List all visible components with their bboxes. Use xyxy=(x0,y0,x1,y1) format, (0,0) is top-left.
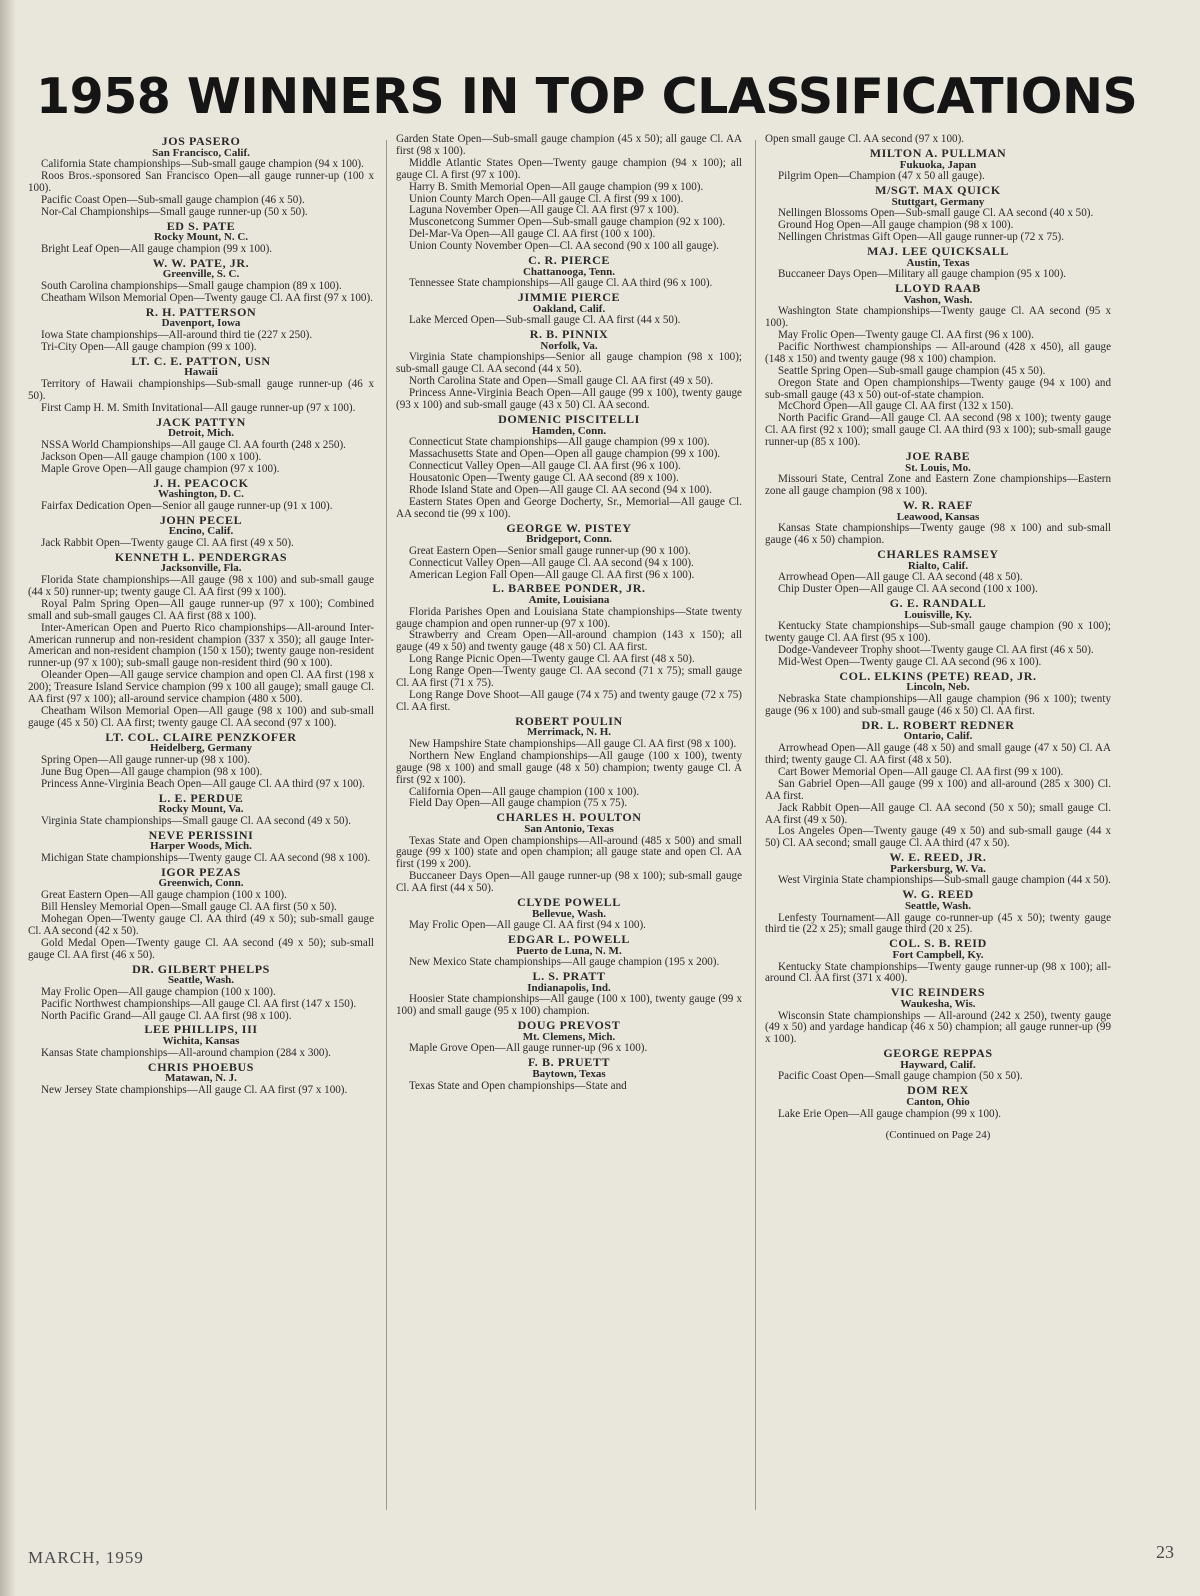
page-number: 23 xyxy=(1156,1542,1174,1562)
winner-name: EDGAR L. POWELL xyxy=(507,932,630,947)
winner-heading xyxy=(765,185,1111,208)
winner-heading xyxy=(396,1020,742,1043)
winner-heading xyxy=(396,255,742,278)
winner-record: New Hampshire State championships—All gauge Cl. AA first (98 x 100). xyxy=(409,737,737,750)
issue-date: MARCH, 1959 xyxy=(28,1548,144,1567)
winner-name: NEVE PERISSINI xyxy=(148,827,254,842)
winner-name: W. G. REED xyxy=(902,887,974,902)
column-1 xyxy=(28,134,374,1534)
winner-record: Pacific Coast Open—Sub-small gauge champion (46 x 50). xyxy=(41,193,305,206)
winner-location: Seattle, Wash. xyxy=(167,974,235,987)
winner-heading xyxy=(765,549,1111,572)
winner-record: Musconetcong Summer Open—Sub-small gauge champion (92 x 100). xyxy=(409,216,726,229)
winner-record: Eastern States Open and George Docherty, Sr., Memorial—All gauge Cl. AA second tie (99 x 100). xyxy=(396,495,742,520)
winner-entry xyxy=(28,1024,374,1059)
winner-location: Stuttgart, Germany xyxy=(891,195,985,208)
winner-record: Tennessee State championships—All gauge Cl. AA third (96 x 100). xyxy=(409,277,713,290)
winner-location: Davenport, Iowa xyxy=(161,317,241,330)
winner-name: LEE PHILLIPS, III xyxy=(144,1022,258,1037)
winner-entry xyxy=(28,304,374,354)
winner-name: ROBERT POULIN xyxy=(515,713,623,728)
winner-record: South Carolina championships—Small gauge champion (89 x 100). xyxy=(41,280,342,292)
winner-entry xyxy=(765,243,1111,281)
winner-heading xyxy=(396,971,742,994)
winner-entry xyxy=(765,717,1111,850)
winner-heading xyxy=(28,549,374,575)
winner-location: Lincoln, Neb. xyxy=(906,681,970,694)
winner-entry xyxy=(765,451,1111,498)
winner-entry xyxy=(396,255,742,290)
winner-entry xyxy=(28,136,374,219)
winner-heading xyxy=(28,414,374,440)
winner-entry xyxy=(28,1059,374,1097)
winner-location: Louisville, Ky. xyxy=(904,608,972,621)
winner-heading xyxy=(28,827,374,853)
winner-record: Massachusetts State and Open—Open all gauge champion (99 x 100). xyxy=(409,448,721,461)
winner-record: Mid-West Open—Twenty gauge Cl. AA second (96 x 100). xyxy=(778,655,1042,668)
winner-record: Kentucky State championships—Sub-small gauge champion (90 x 100); twenty gauge Cl. AA first (95 x 100). xyxy=(765,620,1111,645)
winner-location: Matawan, N. J. xyxy=(165,1072,237,1085)
winner-name: CHARLES RAMSEY xyxy=(877,547,999,562)
winner-record: Northern New England championships—All gauge (100 x 100), twenty gauge (98 x 100) and small gauge (48 x 50) champion; twenty gauge Cl. A first (92 x 100). xyxy=(396,749,742,786)
winner-record: Los Angeles Open—Twenty gauge (49 x 50) and sub-small gauge (44 x 50) Cl. AA second; small gauge Cl. AA third (47 x 50). xyxy=(765,825,1111,850)
winner-record: Connecticut State championships—All gauge champion (99 x 100). xyxy=(409,436,710,449)
winner-record: Missouri State, Central Zone and Eastern Zone championships—Eastern zone all gauge champion (98 x 100). xyxy=(765,473,1111,498)
winner-record: Connecticut Valley Open—All gauge Cl. AA first (96 x 100). xyxy=(409,459,681,472)
winner-entry xyxy=(765,1085,1111,1120)
winner-record: Pacific Northwest championships—All gauge Cl. AA first (147 x 150). xyxy=(41,997,357,1010)
winner-entry xyxy=(28,414,374,476)
winner-record: Hoosier State championships—All gauge (100 x 100), twenty gauge (99 x 100) and small gauge (95 x 100) champion. xyxy=(396,993,742,1018)
winner-entry xyxy=(28,512,374,550)
winner-record: Washington State championships—Twenty gauge Cl. AA second (95 x 100). xyxy=(765,305,1111,330)
continued-record: Open small gauge Cl. AA second (97 x 100). xyxy=(765,134,965,145)
winner-entry xyxy=(765,852,1111,887)
winner-heading xyxy=(396,897,742,920)
winner-record: McChord Open—All gauge Cl. AA first (132 x 150). xyxy=(778,400,1014,413)
winner-record: Cheatham Wilson Memorial Open—All gauge (98 x 100) and sub-small gauge (45 x 50) Cl. AA first; twenty gauge Cl. AA second (97 x 100). xyxy=(28,704,374,729)
winner-record: Mohegan Open—Twenty gauge Cl. AA third (49 x 50); sub-small gauge Cl. AA second (42 x 50). xyxy=(28,912,374,937)
winner-location: Austin, Texas xyxy=(906,256,970,269)
winner-entry xyxy=(765,889,1111,936)
winner-heading xyxy=(28,961,374,987)
winner-record: May Frolic Open—Twenty gauge Cl. AA first (96 x 100). xyxy=(778,329,1034,341)
winner-name: DR. GILBERT PHELPS xyxy=(132,961,270,976)
winner-record: Michigan State championships—Twenty gauge Cl. AA second (98 x 100). xyxy=(41,851,371,864)
winner-entry xyxy=(396,713,742,811)
winner-record: Nellingen Blossoms Open—Sub-small gauge Cl. AA second (40 x 50). xyxy=(778,207,1094,220)
winner-location: St. Louis, Mo. xyxy=(905,461,971,474)
winner-name: W. W. PATE, JR. xyxy=(152,255,250,270)
winner-entry xyxy=(765,938,1111,985)
winner-heading xyxy=(396,583,742,606)
winner-location: Norfolk, Va. xyxy=(540,339,598,352)
winner-record: Laguna November Open—All gauge Cl. AA first (97 x 100). xyxy=(409,204,680,217)
winner-record: Oleander Open—All gauge service champion and open Cl. AA first (198 x 200); Treasure Island Service champion (99 x 100 all gauge); small gauge Cl. AA first (97 x 100); all-around service champion (480 x 500). xyxy=(28,669,374,706)
winner-location: Hayward, Calif. xyxy=(900,1058,976,1071)
winner-heading xyxy=(28,512,374,538)
winner-heading xyxy=(28,353,374,379)
winner-name: R. B. PINNIX xyxy=(529,327,609,342)
winner-record: Ground Hog Open—All gauge champion (98 x 100). xyxy=(778,219,1014,232)
winner-location: San Francisco, Calif. xyxy=(152,146,250,159)
winner-entry xyxy=(28,961,374,1023)
winner-record: Florida Parishes Open and Louisiana State championships—State twenty gauge champion and open runner-up (97 x 100). xyxy=(396,605,742,630)
winner-entry xyxy=(765,500,1111,547)
winner-record: May Frolic Open—All gauge champion (100 x 100). xyxy=(41,985,276,998)
winner-record: New Jersey State championships—All gauge Cl. AA first (97 x 100). xyxy=(41,1083,348,1096)
winner-location: Canton, Ohio xyxy=(906,1095,970,1108)
winner-record: Maple Grove Open—All gauge champion (97 x 100). xyxy=(41,462,280,475)
winner-record: Great Eastern Open—Senior small gauge runner-up (90 x 100). xyxy=(409,544,691,557)
winner-heading xyxy=(396,934,742,957)
winner-record: Tri-City Open—All gauge champion (99 x 100). xyxy=(41,340,257,353)
winner-entry xyxy=(28,790,374,828)
winner-record: Oregon State and Open championships—Twenty gauge (94 x 100) and sub-small gauge (43 x 50) out-of-state champion. xyxy=(765,376,1111,401)
winner-name: JOE RABE xyxy=(905,449,971,464)
winner-entry xyxy=(765,283,1111,449)
winner-heading xyxy=(765,668,1111,694)
winner-record: NSSA World Championships—All gauge Cl. AA fourth (248 x 250). xyxy=(41,438,346,451)
winner-record: Bill Hensley Memorial Open—Small gauge Cl. AA first (50 x 50). xyxy=(41,900,337,913)
winner-record: New Mexico State championships—All gauge champion (195 x 200). xyxy=(409,956,720,969)
winner-record: California Open—All gauge champion (100 x 100). xyxy=(409,785,640,798)
winner-heading xyxy=(28,1059,374,1085)
winner-heading xyxy=(765,243,1111,269)
winner-location: Seattle, Wash. xyxy=(904,899,972,912)
winner-heading xyxy=(28,136,374,159)
winner-heading xyxy=(28,218,374,244)
winner-record: Texas State and Open championships—All-around (485 x 500) and small gauge (99 x 100) state and open champion; all gauge state and open Cl. AA first (199 x 200). xyxy=(396,834,742,871)
winner-heading xyxy=(765,889,1111,912)
winner-record: American Legion Fall Open—All gauge Cl. AA first (96 x 100). xyxy=(409,568,695,581)
winner-name: DOUG PREVOST xyxy=(517,1018,621,1033)
winner-record: Fairfax Dedication Open—Senior all gauge runner-up (91 x 100). xyxy=(41,499,333,512)
winner-record: Roos Bros.-sponsored San Francisco Open—all gauge runner-up (100 x 100). xyxy=(28,170,374,194)
winner-location: Baytown, Texas xyxy=(532,1067,606,1080)
winner-record: Rhode Island State and Open—All gauge Cl. AA second (94 x 100). xyxy=(409,483,712,496)
winner-record: Kentucky State championships—Twenty gauge runner-up (98 x 100); all-around Cl. AA first (371 x 400). xyxy=(765,960,1111,985)
winner-name: R. H. PATTERSON xyxy=(145,304,257,319)
winner-location: Rialto, Calif. xyxy=(907,559,969,572)
winner-record: June Bug Open—All gauge champion (98 x 100). xyxy=(41,765,263,778)
winner-location: Waukesha, Wis. xyxy=(900,997,976,1010)
winner-record: Field Day Open—All gauge champion (75 x 75). xyxy=(409,797,628,810)
winner-heading xyxy=(765,598,1111,621)
winner-entry xyxy=(765,549,1111,596)
winner-record: California State championships—Sub-small gauge champion (94 x 100). xyxy=(41,158,364,171)
winner-name: GEORGE REPPAS xyxy=(883,1046,993,1061)
winner-name: GEORGE W. PISTEY xyxy=(506,520,632,535)
winner-heading xyxy=(396,329,742,352)
winner-record: Jack Rabbit Open—Twenty gauge Cl. AA first (49 x 50). xyxy=(41,536,294,549)
winner-heading xyxy=(765,852,1111,875)
winner-location: Harper Woods, Mich. xyxy=(150,840,252,853)
winner-entry xyxy=(28,255,374,305)
winner-entry xyxy=(396,292,742,327)
winner-name: DR. L. ROBERT REDNER xyxy=(861,717,1015,732)
winner-location: Vashon, Wash. xyxy=(903,293,973,306)
winner-entry xyxy=(28,864,374,962)
winner-heading xyxy=(396,1057,742,1080)
winner-record: Dodge-Vandeveer Trophy shoot—Twenty gauge Cl. AA first (46 x 50). xyxy=(778,644,1094,657)
winner-name: JOHN PECEL xyxy=(159,512,243,527)
winner-entry xyxy=(28,827,374,865)
winner-heading xyxy=(396,812,742,835)
winner-entry xyxy=(28,549,374,730)
winner-location: Encino, Calif. xyxy=(168,525,234,538)
winner-record: Bright Leaf Open—All gauge champion (99 x 100). xyxy=(41,242,273,255)
winner-record: North Pacific Grand—All gauge Cl. AA first (98 x 100). xyxy=(41,1009,292,1022)
winner-record: May Frolic Open—All gauge Cl. AA first (94 x 100). xyxy=(409,919,646,932)
winner-heading xyxy=(765,1048,1111,1071)
winner-record: Buccaneer Days Open—Military all gauge champion (95 x 100). xyxy=(778,268,1067,281)
winner-location: Indianapolis, Ind. xyxy=(527,981,611,994)
winner-entry xyxy=(28,353,374,415)
winner-name: CHRIS PHOEBUS xyxy=(147,1059,255,1074)
winner-heading xyxy=(396,411,742,437)
winner-record: Territory of Hawaii championships—Sub-small gauge runner-up (46 x 50). xyxy=(28,378,374,402)
winner-heading xyxy=(765,938,1111,961)
winner-name: C. R. PIERCE xyxy=(528,253,610,268)
winner-record: Nor-Cal Championships—Small gauge runner-up (50 x 50). xyxy=(41,205,308,218)
winner-heading xyxy=(28,1024,374,1047)
column-divider xyxy=(386,140,387,1510)
winner-heading xyxy=(765,451,1111,474)
winner-record: Arrowhead Open—All gauge Cl. AA second (48 x 50). xyxy=(778,571,1023,584)
winner-heading xyxy=(765,987,1111,1010)
winner-entry xyxy=(28,729,374,791)
continued-note: (Continued on Page 24) xyxy=(885,1129,991,1142)
winner-entry xyxy=(396,812,742,895)
winner-heading xyxy=(28,864,374,890)
winner-name: W. E. REED, JR. xyxy=(889,850,987,865)
winner-record: Housatonic Open—Twenty gauge Cl. AA second (89 x 100). xyxy=(409,471,679,484)
winner-record: Pacific Northwest championships — All-around (428 x 450), all gauge (148 x 150) and twenty gauge (98 x 100) champion. xyxy=(765,340,1111,365)
winner-location: Jacksonville, Fla. xyxy=(160,562,242,575)
winner-name: MAJ. LEE QUICKSALL xyxy=(867,243,1009,258)
winner-record: Jack Rabbit Open—All gauge Cl. AA second (50 x 50); small gauge Cl. AA first (49 x 50). xyxy=(765,801,1111,826)
winner-name: DOM REX xyxy=(907,1083,969,1098)
winner-record: Texas State and Open championships—State and xyxy=(409,1079,627,1092)
winner-name: KENNETH L. PENDERGRAS xyxy=(114,549,288,564)
winner-name: CLYDE POWELL xyxy=(517,895,621,910)
winner-entry xyxy=(396,411,742,521)
winner-record: Iowa State championships—All-around third tie (227 x 250). xyxy=(41,329,313,341)
winner-heading xyxy=(765,717,1111,743)
winner-entry xyxy=(765,668,1111,718)
winner-record: Cheatham Wilson Memorial Open—Twenty gauge Cl. AA first (97 x 100). xyxy=(41,291,373,304)
winner-location: Fort Campbell, Ky. xyxy=(892,948,984,961)
column-divider xyxy=(755,140,756,1510)
winner-entry xyxy=(396,971,742,1018)
winner-record: Seattle Spring Open—Sub-small gauge champion (45 x 50). xyxy=(778,364,1046,377)
winner-record: Princess Anne-Virginia Beach Open—All gauge (99 x 100), twenty gauge (93 x 100) and sub-small gauge (43 x 50) Cl. AA second. xyxy=(396,387,742,412)
winner-location: Ontario, Calif. xyxy=(903,730,973,743)
winner-name: LT. COL. CLAIRE PENZKOFER xyxy=(105,729,297,744)
winner-location: Fukuoka, Japan xyxy=(899,158,977,171)
winner-record: Middle Atlantic States Open—Twenty gauge champion (94 x 100); all gauge Cl. A first (97 x 100). xyxy=(396,156,742,181)
winner-entry xyxy=(765,145,1111,183)
winner-entry xyxy=(396,1057,742,1092)
winner-name: LLOYD RAAB xyxy=(895,281,981,295)
winner-location: Merrimack, N. H. xyxy=(527,726,611,739)
column-2 xyxy=(396,134,742,1534)
winner-name: F. B. PRUETT xyxy=(527,1055,611,1070)
winner-record: Cart Bower Memorial Open—All gauge Cl. AA first (99 x 100). xyxy=(778,765,1064,778)
continued-record: Garden State Open—Sub-small gauge champion (45 x 50); all gauge Cl. AA first (98 x 100). xyxy=(396,134,742,157)
winner-name: L. S. PRATT xyxy=(532,969,606,984)
winner-heading xyxy=(28,729,374,755)
winner-name: L. E. PERDUE xyxy=(158,790,244,805)
article-columns xyxy=(28,134,1188,1534)
winner-entry xyxy=(396,583,742,713)
winner-entry xyxy=(396,329,742,412)
winner-name: VIC REINDERS xyxy=(890,985,986,1000)
winner-heading xyxy=(765,1085,1111,1108)
winner-name: ED S. PATE xyxy=(166,218,236,233)
winner-name: COL. S. B. REID xyxy=(889,936,987,951)
winner-name: W. R. RAEF xyxy=(902,498,974,513)
winner-record: Arrowhead Open—All gauge (48 x 50) and small gauge (47 x 50) Cl. AA third; twenty gauge Cl. AA first (48 x 50). xyxy=(765,742,1111,766)
winner-heading xyxy=(765,283,1111,306)
winner-heading xyxy=(28,475,374,501)
winner-record: West Virginia State championships—Sub-small gauge champion (44 x 50). xyxy=(778,874,1111,887)
winner-record: Chip Duster Open—All gauge Cl. AA second (100 x 100). xyxy=(778,583,1038,596)
winner-record: First Camp H. M. Smith Invitational—All gauge runner-up (97 x 100). xyxy=(41,401,356,414)
winner-location: Hamden, Conn. xyxy=(531,424,607,437)
winner-record: Harry B. Smith Memorial Open—All gauge champion (99 x 100). xyxy=(409,180,704,193)
winner-name: DOMENIC PISCITELLI xyxy=(498,411,640,426)
winner-location: Detroit, Mich. xyxy=(167,427,235,440)
winner-location: Puerto de Luna, N. M. xyxy=(516,944,622,957)
winner-record: Pilgrim Open—Champion (47 x 50 all gauge). xyxy=(778,170,985,183)
winner-name: JOS PASERO xyxy=(161,134,241,148)
winner-location: Mt. Clemens, Mich. xyxy=(522,1030,616,1043)
winner-name: M/SGT. MAX QUICK xyxy=(875,183,1001,197)
winner-name: CHARLES H. POULTON xyxy=(496,810,642,825)
winner-record: Buccaneer Days Open—All gauge runner-up (98 x 100); sub-small gauge Cl. AA first (44 x 50). xyxy=(396,870,742,895)
winner-record: Nebraska State championships—All gauge champion (96 x 100); twenty gauge (96 x 100) and sub-small gauge (46 x 50) Cl. AA first. xyxy=(765,693,1111,717)
winner-name: MILTON A. PULLMAN xyxy=(869,145,1007,160)
winner-location: Greenwich, Conn. xyxy=(158,877,244,890)
winner-record: Union County November Open—Cl. AA second (90 x 100 all gauge). xyxy=(409,240,719,253)
winner-record: Kansas State championships—All-around champion (284 x 300). xyxy=(41,1046,331,1059)
winner-location: Parkersburg, W. Va. xyxy=(890,862,986,875)
winner-record: Pacific Coast Open—Small gauge champion (50 x 50). xyxy=(778,1070,1023,1083)
winner-name: J. H. PEACOCK xyxy=(153,475,249,490)
winner-entry xyxy=(396,1020,742,1055)
winner-record: Florida State championships—All gauge (98 x 100) and sub-small gauge (44 x 50) runner-up; twenty gauge Cl. AA first (99 x 100). xyxy=(28,574,374,598)
winner-entry xyxy=(28,218,374,256)
winner-record: Lenfesty Tournament—All gauge co-runner-up (45 x 50); twenty gauge third tie (22 x 25); small gauge third (20 x 25). xyxy=(765,911,1111,936)
winner-record: North Pacific Grand—All gauge Cl. AA second (98 x 100); twenty gauge Cl. AA first (92 x 100); small gauge Cl. AA third (93 x 100); sub-small gauge runner-up (85 x 100). xyxy=(765,412,1111,449)
winner-entry xyxy=(28,475,374,513)
winner-record: Long Range Picnic Open—Twenty gauge Cl. AA first (48 x 50). xyxy=(409,653,695,666)
winner-location: Heidelberg, Germany xyxy=(149,742,253,755)
winner-heading xyxy=(396,520,742,546)
winner-record: Nellingen Christmas Gift Open—All gauge runner-up (72 x 75). xyxy=(778,231,1064,243)
winner-location: Greenville, S. C. xyxy=(162,268,240,281)
winner-location: San Antonio, Texas xyxy=(524,822,614,835)
winner-location: Washington, D. C. xyxy=(158,488,244,501)
winner-entry xyxy=(765,1048,1111,1083)
winner-entry xyxy=(765,598,1111,669)
winner-record: San Gabriel Open—All gauge (99 x 100) and all-around (285 x 300) Cl. AA first. xyxy=(765,777,1111,802)
winner-entry xyxy=(765,185,1111,244)
winner-heading xyxy=(765,500,1111,523)
winner-record: Long Range Dove Shoot—All gauge (74 x 75) and twenty gauge (72 x 75) Cl. AA first. xyxy=(396,688,742,713)
winner-location: Rocky Mount, N. C. xyxy=(153,231,249,244)
winner-record: Virginia State championships—Senior all gauge champion (98 x 100); sub-small gauge Cl. AA second (44 x 50). xyxy=(396,351,742,376)
winner-record: Lake Erie Open—All gauge champion (99 x 100). xyxy=(778,1107,1002,1120)
winner-record: Connecticut Valley Open—All gauge Cl. AA second (94 x 100). xyxy=(409,556,694,569)
page-binding-shadow xyxy=(0,0,16,1596)
winner-name: L. BARBEE PONDER, JR. xyxy=(492,581,646,596)
winner-record: Lake Merced Open—Sub-small gauge Cl. AA first (44 x 50). xyxy=(409,314,681,327)
winner-name: LT. C. E. PATTON, USN xyxy=(131,353,271,368)
winner-entry xyxy=(765,987,1111,1046)
winner-location: Wichita, Kansas xyxy=(162,1035,240,1047)
winner-record: Union County March Open—All gauge Cl. A first (99 x 100). xyxy=(409,192,684,205)
column-3 xyxy=(765,134,1111,1534)
winner-location: Oakland, Calif. xyxy=(532,302,606,315)
winner-location: Bridgeport, Conn. xyxy=(526,533,612,546)
winner-location: Rocky Mount, Va. xyxy=(158,803,244,816)
winner-record: Jackson Open—All gauge champion (100 x 100). xyxy=(41,450,262,463)
winner-name: IGOR PEZAS xyxy=(161,864,241,879)
winner-entry xyxy=(396,520,742,582)
winner-location: Chattanooga, Tenn. xyxy=(522,265,615,278)
winner-record: North Carolina State and Open—Small gauge Cl. AA first (49 x 50). xyxy=(409,375,714,388)
winner-record: Kansas State championships—Twenty gauge (98 x 100) and sub-small gauge (46 x 50) champion. xyxy=(765,522,1111,547)
winner-record: Long Range Open—Twenty gauge Cl. AA second (71 x 75); small gauge Cl. AA first (71 x 75). xyxy=(396,665,742,690)
winner-record: Inter-American Open and Puerto Rico championships—All-around Inter-American runnerup and non-resident champion (337 x 350); all gauge Inter-American and non-resident champion (150 x 150); twenty gauge non-resident runner-up (97 x 100); sub-small gauge non-resident third (90 x 100). xyxy=(28,621,374,670)
winner-entry xyxy=(396,934,742,969)
winner-record: Wisconsin State championships — All-around (242 x 250), twenty gauge (49 x 50) and yardage handicap (46 x 50) champion; all gauge runner-up (99 x 100). xyxy=(765,1009,1111,1046)
winner-heading xyxy=(28,790,374,816)
winner-entry xyxy=(396,897,742,932)
winner-record: Virginia State championships—Small gauge Cl. AA second (49 x 50). xyxy=(41,814,352,827)
winner-record: Del-Mar-Va Open—All gauge Cl. AA first (100 x 100). xyxy=(409,228,656,241)
winner-heading xyxy=(396,713,742,739)
winner-name: COL. ELKINS (PETE) READ, JR. xyxy=(839,668,1037,683)
winner-location: Leawood, Kansas xyxy=(896,510,980,523)
winner-heading xyxy=(28,304,374,330)
page-title: 1958 WINNERS IN TOP CLASSIFICATIONS xyxy=(36,68,1138,125)
winner-location: Amite, Louisiana xyxy=(528,594,610,606)
winner-heading xyxy=(28,255,374,281)
winner-name: JIMMIE PIERCE xyxy=(517,290,621,305)
winner-location: Bellevue, Wash. xyxy=(531,907,607,920)
winner-record: Princess Anne-Virginia Beach Open—All gauge Cl. AA third (97 x 100). xyxy=(41,777,365,790)
winner-record: Royal Palm Spring Open—All gauge runner-up (97 x 100); Combined small and sub-small gauges Cl. AA first (88 x 100). xyxy=(28,597,374,622)
winner-heading xyxy=(396,292,742,315)
winner-record: Gold Medal Open—Twenty gauge Cl. AA second (49 x 50); sub-small gauge Cl. AA first (46 x 50). xyxy=(28,936,374,961)
winner-record: Spring Open—All gauge runner-up (98 x 100). xyxy=(41,753,250,766)
winner-record: Maple Grove Open—All gauge runner-up (96 x 100). xyxy=(409,1042,648,1055)
winner-heading xyxy=(765,145,1111,171)
winner-record: Strawberry and Cream Open—All-around champion (143 x 150); all gauge (49 x 50) and twenty gauge (48 x 50) Cl. AA first. xyxy=(396,629,742,654)
winner-name: G. E. RANDALL xyxy=(889,596,987,611)
winner-name: JACK PATTYN xyxy=(156,414,246,429)
winner-record: Great Eastern Open—All gauge champion (100 x 100). xyxy=(41,889,287,902)
winner-location: Hawaii xyxy=(184,366,218,379)
